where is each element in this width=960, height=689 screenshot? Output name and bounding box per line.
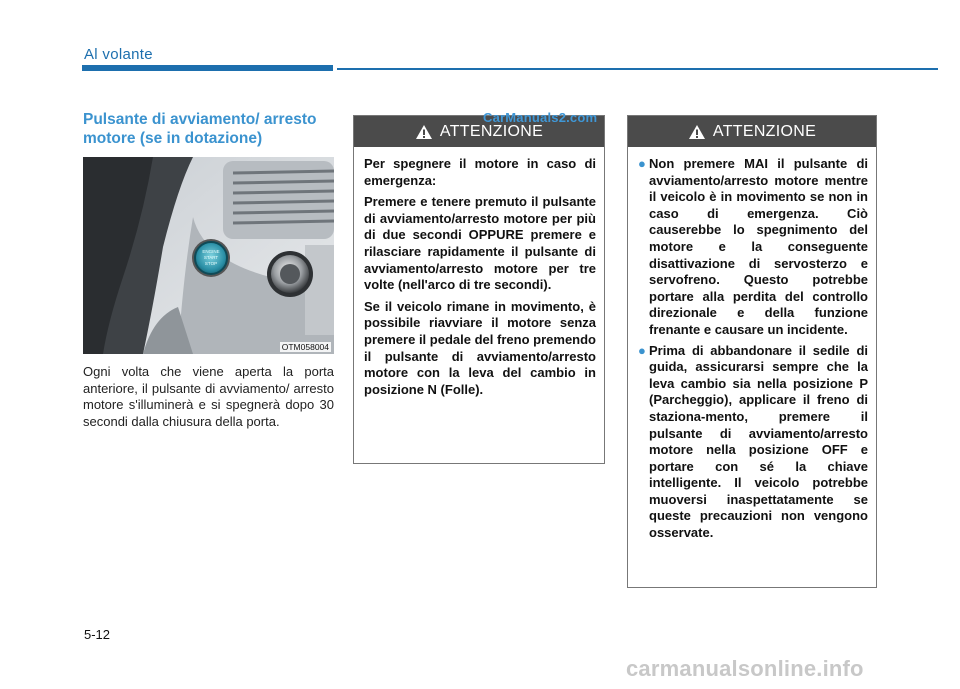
body-paragraph: Ogni volta che viene aperta la porta anteriore, il pulsante di avviamento/ arresto motore s'illuminerà e si spegnerà dopo 30 secondi dalla chiusura della porta. — [83, 364, 334, 429]
dashboard-illustration — [83, 157, 334, 354]
warning-icon — [415, 124, 433, 140]
svg-text:STOP: STOP — [204, 261, 218, 266]
footer-watermark: carmanualsonline.info — [626, 656, 864, 681]
bullet-text: Non premere MAI il pulsante di avviamento/arresto motore mentre il veicolo è in movimento se non in caso di emergenza. Ciò causerebbe lo spegnimento del motore e la conseguente disattivazione di servosterzo e servofreno. Questo potrebbe portare alla perdita del controllo direzionale e della funzione frenante e causare un incidente. — [649, 156, 868, 337]
warning-title: ATTENZIONE — [712, 122, 817, 140]
warning-box-driving — [627, 115, 877, 588]
warning-paragraph: Per spegnere il motore in caso di emergenza: — [364, 156, 596, 188]
section-title: Pulsante di avviamento/ arresto motore (se in dotazione) — [83, 111, 317, 147]
bullet-icon: ● — [638, 156, 646, 171]
warning-icon — [688, 124, 706, 140]
bullet-icon: ● — [638, 342, 646, 358]
list-item — [638, 156, 868, 339]
list-item — [638, 343, 868, 542]
bullet-text: Prima di abbandonare il sedile di guida, assicurarsi sempre che la leva cambio sia nella posizione P (Parcheggio), applicare il freno di staziona-mento, premere il pulsante di avviamento/arresto motore nella posizione OFF e portare con sé la chiave intelligente. Il veicolo potrebbe muoversi inaspettatamente se queste precauzioni non vengono osservate. — [649, 342, 868, 541]
header-rule — [337, 68, 938, 70]
dashboard-photo — [83, 157, 334, 354]
page-number: 5-12 — [84, 627, 111, 642]
overlay-watermark: CarManuals2.com — [483, 110, 598, 125]
warning-title: ATTENZIONE — [439, 122, 544, 140]
warning-box-emergency — [353, 115, 605, 464]
svg-text:START: START — [203, 255, 219, 260]
header-bar — [82, 65, 333, 71]
warning-paragraph: Premere e tenere premuto il pulsante di avviamento/arresto motore per più di due secondi OPPURE premere e rilasciare rapidamente il pulsante di avviamento/arresto motore per tre volte (nell'arco di tre secondi). — [364, 194, 596, 293]
warning-paragraph: Se il veicolo rimane in movimento, è possibile riavviare il motore senza premere il pedale del freno premendo il pulsante di avviamento/arresto motore con la leva del cambio in posizione N (Folle). — [364, 298, 596, 397]
engine-button-label: ENGINE — [202, 249, 220, 254]
running-header: Al volante — [84, 46, 153, 63]
photo-code: OTM058004 — [281, 342, 329, 352]
warning-header — [628, 116, 876, 147]
